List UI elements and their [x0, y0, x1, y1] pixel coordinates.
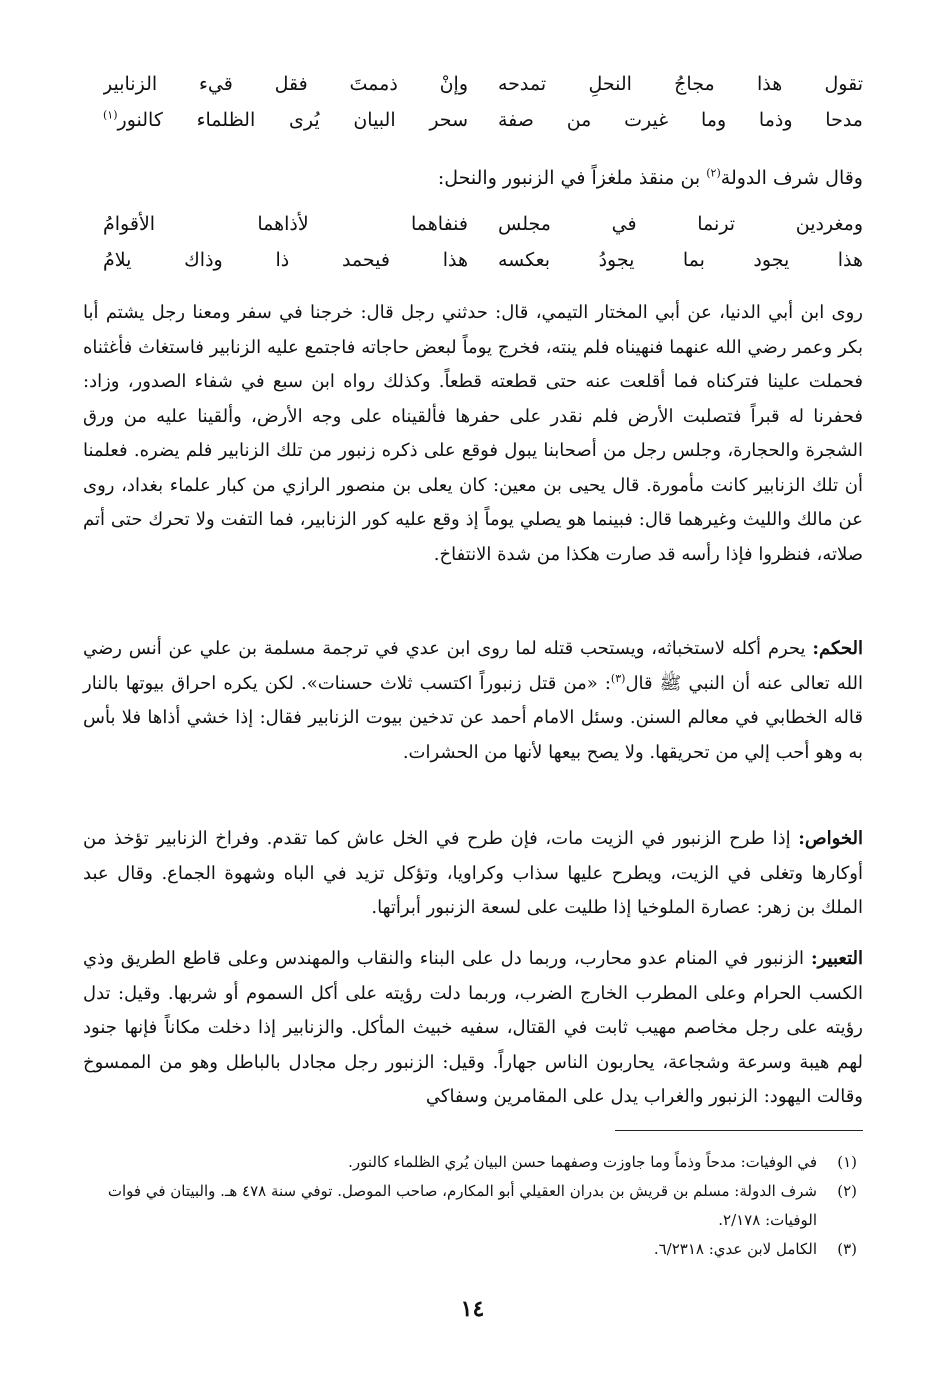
verse-second-hemistich: فنفاهما لأذاهما الأقوامُ	[103, 213, 468, 235]
footnote-ref: (٣)	[610, 671, 626, 685]
paragraph-dream-interpretation	[83, 942, 863, 1115]
paragraph-properties	[83, 822, 863, 926]
footnote-ref: (١)	[103, 108, 118, 122]
verse-first-hemistich: مدحا وذما وما غيرت من صفة	[498, 109, 863, 131]
intro-text-continued: بن منقذ ملغزاً في الزنبور والنحل:	[437, 167, 707, 189]
verse	[103, 66, 863, 102]
page-number: ١٤	[460, 1296, 485, 1322]
intro-text: وقال شرف الدولة	[720, 167, 863, 189]
verse-text: سحر البيان يُرى الظلماء كالنور	[117, 109, 468, 131]
footnote-divider	[615, 1130, 863, 1131]
paragraph-text: الزنبور في المنام عدو محارب، وربما دل على البناء والنقاب والمهندس وعلى قاطع الطريق وذي الكسب الحرام وعلى المطرب الخارج الضرب، وربما دلت رؤيته على أكل السموم أو شربها. وقيل: تدل رؤيته على رجل مخاصم مهيب ثابت في القتال، سفيه خبيث المأكل. والزنابير إذا دخلت مكاناً فإنها جنود لهم هيبة وسرعة وشجاعة، يحاربون الناس جهاراً. وقيل: الزنبور رجل مجادل بالباطل وهو من الممسوخ وقالت اليهود: الزنبور والغراب يدل على المقامرين وسفاكي	[83, 948, 863, 1107]
poem-riddle	[103, 206, 863, 278]
section-label-interpretation: التعبير:	[810, 948, 863, 969]
footnotes	[87, 1148, 857, 1264]
verse-second-hemistich: وإنْ ذممتَ فقل قيء الزنابير	[103, 73, 468, 95]
footnote-text: الكامل لابن عدي: ٦/٢٣١٨.	[653, 1240, 817, 1258]
paragraph-narration: روى ابن أبي الدنيا، عن أبي المختار التيمي، قال: حدثني رجل قال: خرجنا في سفر ومعنا رجل يشتم أبا بكر وعمر رضي الله عنهما فنهيناه فلم ينته، فخرج يوماً لبعض حاجاته فاجتمع عليه الزنابير فاستغاث فأغثناه فحملت علينا فتركناه فما أقلعت عنه حتى قطعته قطعاً. وكذلك رواه ابن سبع في شفاء الصدور، وزاد: فحفرنا له قبراً فتصلبت الأرض فلم نقدر على حفرها فألقيناه على وجه الأرض، وألقينا عليه من ورق الشجرة والحجارة، وجلس رجل من أصحابنا يبول فوقع على ذكره زنبور من تلك الزنابير فلم يضره. فعلمنا أن تلك الزنابير كانت مأمورة. قال يحيى بن معين: كان يعلى بن منصور الرازي من كبار علماء بغداد، روى عن مالك والليث وغيرهما قال: فبينما هو يصلي يوماً إذ وقع عليه كور الزنابير، فما التفت ولا تحرك حتى أتم صلاته، فنظروا فإذا رأسه قد صارت هكذا من شدة الانتفاخ.	[83, 302, 863, 565]
riddle-intro	[83, 160, 863, 196]
section-label-properties: الخواص:	[798, 828, 863, 849]
footnote-number: (١)	[837, 1153, 857, 1171]
verse	[103, 102, 863, 138]
verse-second-hemistich	[103, 102, 468, 138]
verse-second-hemistich: هذا فيحمد ذا وذاك يلامُ	[103, 249, 468, 271]
footnote-text: شرف الدولة: مسلم بن قريش بن بدران العقيلي أبو المكارم، صاحب الموصل. توفي سنة ٤٧٨ هـ. والبيتان في فوات الوفيات: ٢/١٧٨.	[107, 1182, 817, 1229]
verse	[103, 206, 863, 242]
verse-first-hemistich: هذا يجود بما يجودُ بعكسه	[498, 249, 863, 271]
verse-first-hemistich: تقول هذا مجاجُ النحلِ تمدحه	[498, 73, 863, 95]
verse	[103, 242, 863, 278]
paragraph-ruling	[83, 632, 863, 770]
footnote-number: (٣)	[837, 1240, 857, 1258]
section-label-ruling: الحكم:	[812, 638, 863, 659]
poem-honey-wasp	[103, 66, 863, 138]
footnote	[87, 1148, 857, 1177]
footnote-text: في الوفيات: مدحاً وذماً وما جاوزت وصفهما حسن البيان يُري الظلماء كالنور.	[348, 1153, 817, 1171]
paragraph-text: إذا طرح الزنبور في الزيت مات، فإن طرح في الخل عاش كما تقدم. وفراخ الزنابير تؤخذ من أوكارها وتغلى في الزيت، ويطرح عليها سذاب وكراويا، وتؤكل تزيد في الباه وشهوة الجماع. وقال عبد الملك بن زهر: عصارة الملوخيا إذا طليت على لسعة الزنبور أبرأتها.	[83, 828, 863, 918]
footnote-ref: (٢)	[706, 166, 721, 180]
footnote	[87, 1177, 857, 1235]
footnote	[87, 1235, 857, 1264]
verse-first-hemistich: ومغردين ترنما في مجلس	[498, 213, 863, 235]
footnote-number: (٢)	[837, 1182, 857, 1200]
paragraph-text-continued: : «من قتل زنبوراً اكتسب ثلاث حسنات». لكن يكره احراق بيوتها بالنار قاله الخطابي في معالم السنن. وسئل الامام أحمد عن تدخين بيوت الزنابير فقال: إذا خشي أذاها فلا بأس به وهو أحب إلي من تحريقها. ولا يصح بيعها لأنها من الحشرات.	[83, 672, 863, 763]
paragraph-text: يحرم أكله لاستخباثه، ويستحب قتله لما روى ابن عدي في ترجمة مسلمة بن علي عن أنس رضي الله تعالى عنه أن النبي ﷺ قال	[83, 638, 863, 694]
